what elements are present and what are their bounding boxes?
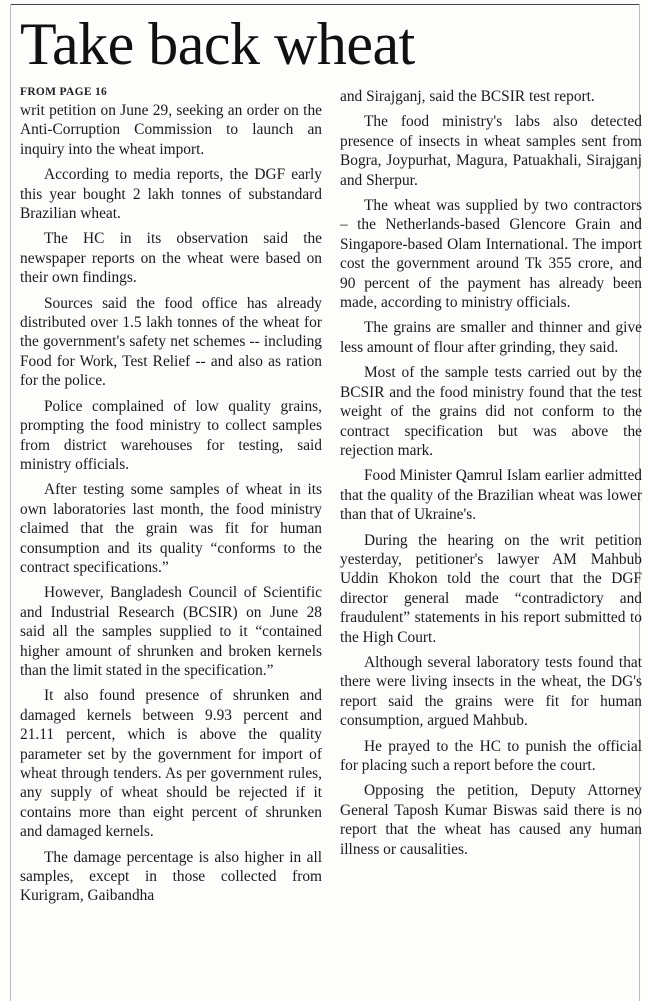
article-column-2 bbox=[340, 87, 642, 865]
paragraph: Food Minister Qamrul Islam earlier admitted that the quality of the Brazilian wheat was lower than that of Ukraine's. bbox=[340, 467, 642, 524]
paragraph: and Sirajganj, said the BCSIR test report. bbox=[340, 88, 595, 105]
paragraph: According to media reports, the DGF early this year bought 2 lakh tonnes of substandard Brazilian wheat. bbox=[20, 166, 322, 223]
paragraph: It also found presence of shrunken and damaged kernels between 9.93 percent and 21.11 percent, which is above the quality parameter set by the government for import of wheat through tenders. As per government rules, any supply of wheat should be rejected if it contains more than eight percent of shrunken and damaged kernels. bbox=[20, 687, 322, 841]
headline: Take back wheat bbox=[20, 11, 415, 77]
paragraph: The HC in its observation said the newspaper reports on the wheat were based on their own findings. bbox=[20, 230, 322, 287]
paragraph: writ petition on June 29, seeking an order on the Anti-Corruption Commission to launch an inquiry into the wheat import. bbox=[20, 102, 322, 158]
article-column-1 bbox=[20, 101, 322, 912]
jump-label: FROM PAGE 16 bbox=[20, 86, 108, 98]
paragraph: The food ministry's labs also detected presence of insects in wheat samples sent from Bogra, Joypurhat, Magura, Patuakhali, Sirajganj and Sherpur. bbox=[340, 113, 642, 189]
paragraph: Most of the sample tests carried out by the BCSIR and the food ministry found that the test weight of the grains did not conform to the contract specification but was above the rejection mark. bbox=[340, 364, 642, 459]
paragraph: The damage percentage is also higher in all samples, except in those collected from Kurigram, Gaibandha bbox=[20, 848, 322, 905]
paragraph: He prayed to the HC to punish the official for placing such a report before the court. bbox=[340, 737, 642, 774]
paragraph: Police complained of low quality grains, prompting the food ministry to collect samples from district warehouses for testing, said ministry officials. bbox=[20, 397, 322, 473]
paragraph: During the hearing on the writ petition yesterday, petitioner's lawyer AM Mahbub Uddin Khokon told the court that the DGF director general made “contradictory and fraudulent” statements in his report submitted to the High Court. bbox=[340, 531, 642, 646]
paragraph: The wheat was supplied by two contractors – the Netherlands-based Glencore Grain and Singapore-based Olam International. The import cost the government around Tk 355 crore, and 90 percent of the payment has already been made, according to ministry officials. bbox=[340, 197, 642, 312]
paragraph: Although several laboratory tests found that there were living insects in the wheat, the DG's report said the grains were fit for human consumption, argued Mahbub. bbox=[340, 653, 642, 730]
paragraph: After testing some samples of wheat in its own laboratories last month, the food ministry claimed that the grain was fit for human consumption and its quality “conforms to the contract specifications.” bbox=[20, 481, 322, 576]
top-rule bbox=[10, 4, 640, 5]
left-border bbox=[10, 4, 11, 1001]
paragraph: However, Bangladesh Council of Scientific and Industrial Research (BCSIR) on June 28 said all the samples supplied to it “contained higher amount of shrunken and broken kernels than the limit stated in the specification.” bbox=[20, 584, 322, 679]
paragraph: The grains are smaller and thinner and give less amount of flour after grinding, they said. bbox=[340, 319, 642, 356]
paragraph: Opposing the petition, Deputy Attorney General Taposh Kumar Biswas said there is no report that the wheat has caused any human illness or causalities. bbox=[340, 782, 642, 858]
paragraph: Sources said the food office has already distributed over 1.5 lakh tonnes of the wheat for the government's safety net schemes -- including Food for Work, Test Relief -- and also as ration for the police. bbox=[20, 294, 322, 390]
